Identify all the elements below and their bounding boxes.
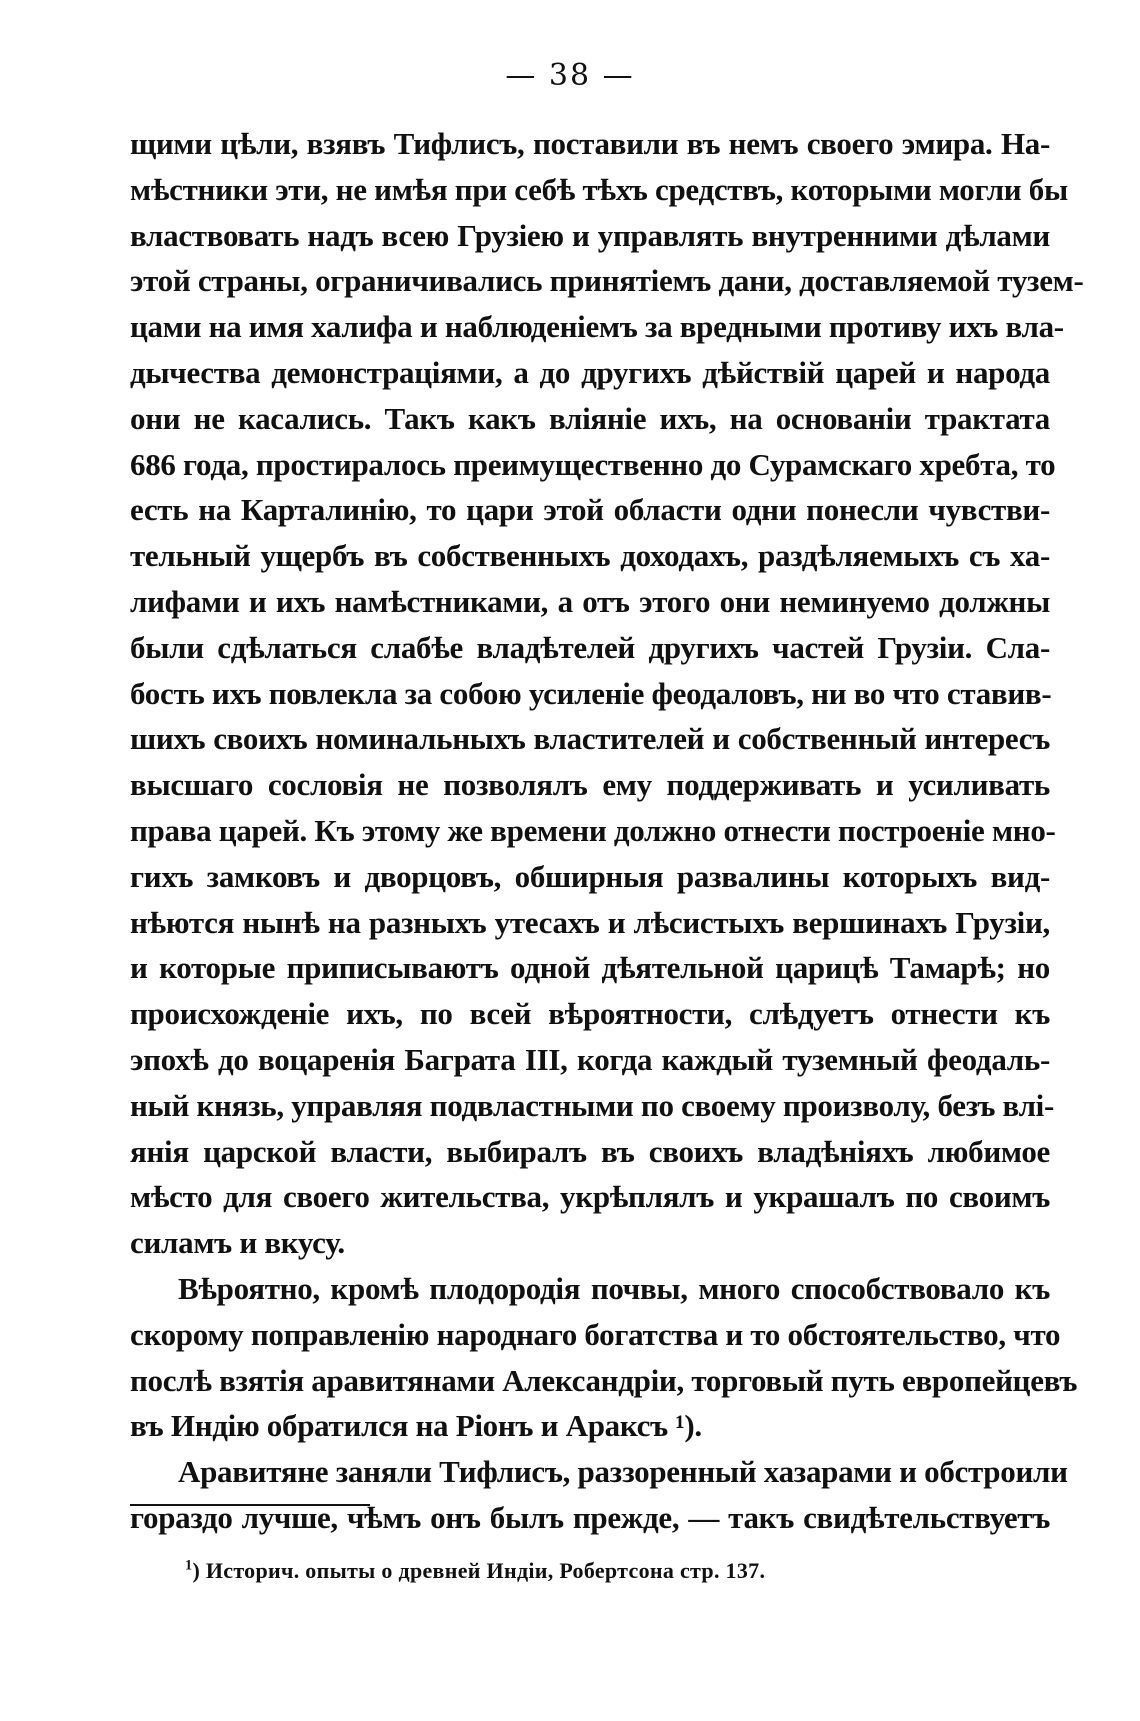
text-line: мѣстники эти, не имѣя при себѣ тѣхъ средствъ, которыми могли бы (130, 171, 1068, 207)
text-line: были сдѣлаться слабѣе владѣтелей другихъ частей Грузіи. Сла- (130, 629, 1050, 665)
text-line: бость ихъ повлекла за собою усиленіе феодаловъ, ни во что ставив- (130, 675, 1052, 711)
text-line: права царей. Къ этому же времени должно отнести построеніе мно- (130, 812, 1056, 848)
paragraph-2 (130, 1266, 1078, 1449)
paragraph-3 (130, 1449, 1068, 1541)
text-line: нѣются нынѣ на разныхъ утесахъ и лѣсистыхъ вершинахъ Грузіи, (130, 904, 1050, 940)
text-line: мѣсто для своего жительства, укрѣплялъ и украшалъ по своимъ (130, 1179, 1050, 1215)
paragraph-1 (130, 121, 1084, 1266)
body-text (130, 121, 1084, 1541)
text-line: щими цѣли, взявъ Тифлисъ, поставили въ немъ своего эмира. На- (130, 126, 1050, 161)
text-line: шихъ своихъ номинальныхъ властителей и собственный интересъ (130, 721, 1050, 757)
page-number: — 38 — (505, 58, 635, 93)
footnote (185, 1558, 1065, 1584)
text-line: лифами и ихъ намѣстниками, а отъ этого они неминуемо должны (130, 583, 1050, 619)
text-line: 686 года, простиралось преимущественно до Сурамскаго хребта, то (130, 446, 1056, 482)
text-line: этой страны, ограничивались принятіемъ дани, доставляемой тузем- (130, 263, 1084, 299)
text-line: послѣ взятія аравитянами Александріи, торговый путь европейцевъ (130, 1362, 1078, 1398)
text-line: гихъ замковъ и дворцовъ, обширныя развалины которыхъ вид- (130, 858, 1050, 894)
text-line: и которые приписываютъ одной дѣятельной царицѣ Тамарѣ; но (130, 950, 1050, 986)
footnote-text: ) Историч. опыты о древней Индіи, Робертсона стр. 137. (192, 1558, 766, 1583)
text-line: силамъ и вкусу. (130, 1225, 345, 1261)
text-line: они не касались. Такъ какъ вліяніе ихъ, на основаніи трактата (130, 400, 1050, 436)
text-line: въ Индію обратился на Ріонъ и Араксъ ¹). (130, 1408, 702, 1444)
text-line: тельный ущербъ въ собственныхъ доходахъ, раздѣляемыхъ съ ха- (130, 538, 1050, 574)
text-line: Аравитяне заняли Тифлисъ, раззоренный хазарами и обстроили (178, 1454, 1068, 1490)
text-line: Вѣроятно, кромѣ плодородія почвы, много способствовало къ (178, 1270, 1050, 1306)
text-line: янія царской власти, выбиралъ въ своихъ владѣніяхъ любимое (130, 1133, 1050, 1169)
text-line: есть на Карталинію, то цари этой области одни понесли чувстви- (130, 492, 1050, 528)
text-line: ный князь, управляя подвластными по своему произволу, безъ влі- (130, 1087, 1055, 1123)
text-line: происхожденіе ихъ, по всей вѣроятности, слѣдуетъ отнести къ (130, 996, 1050, 1032)
text-line: эпохѣ до воцаренія Баграта III, когда каждый туземный феодаль- (130, 1041, 1050, 1077)
text-line: властвовать надъ всею Грузіею и управлять внутренними дѣлами (130, 217, 1050, 253)
text-line: дычества демонстраціями, а до другихъ дѣйствій царей и народа (130, 354, 1050, 390)
text-line: скорому поправленію народнаго богатства и то обстоятельство, что (130, 1316, 1061, 1352)
text-line: гораздо лучше, чѣмъ онъ былъ прежде, — такъ свидѣтельствуетъ (130, 1499, 1050, 1535)
text-line: высшаго сословія не позволялъ ему поддерживать и усиливать (130, 767, 1050, 803)
footnote-marker: 1 (185, 1557, 193, 1574)
text-line: цами на имя халифа и наблюденіемъ за вредными противу ихъ вла- (130, 309, 1064, 345)
footnote-divider (130, 1504, 370, 1506)
